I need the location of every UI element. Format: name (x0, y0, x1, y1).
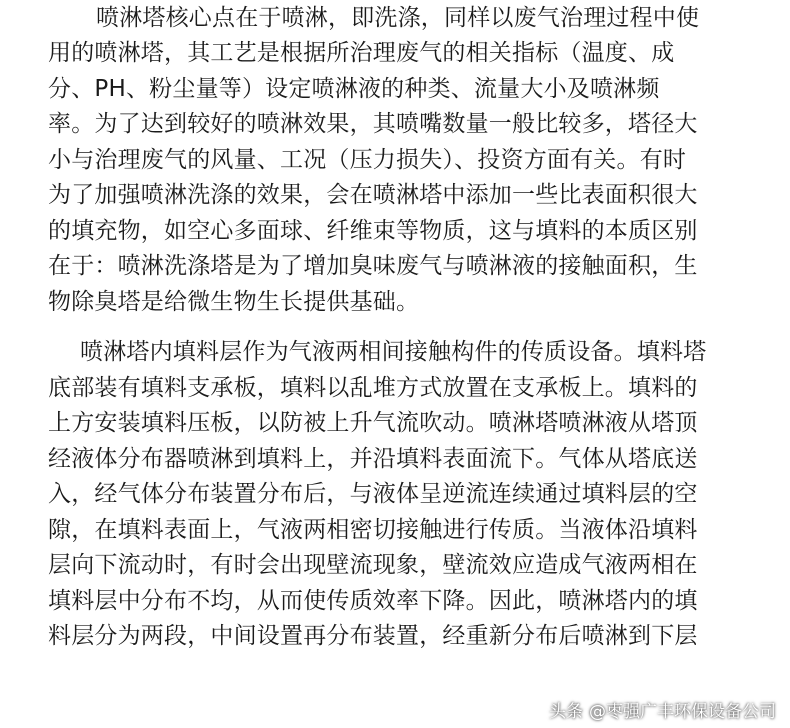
watermark (549, 697, 776, 722)
paragraph-1-line-2: 用的喷淋塔，其工艺是根据所治理废气的相关指标（温度、成 (48, 40, 675, 66)
paragraph-2-line-7: 层向下流动时，有时会出现壁流现象，壁流效应造成气液两相在 (48, 552, 698, 578)
paragraph-2-line-6: 隙，在填料表面上，气液两相密切接触进行传质。当液体沿填料 (48, 517, 698, 543)
paragraph-2-line-8: 填料层中分布不均，从而使传质效率下降。因此，喷淋塔内的填 (48, 588, 698, 614)
paragraph-1-line-5: 小与治理废气的风量、工况（压力损失）、投资方面有关。有时 (48, 147, 687, 173)
paragraph-2-line-1: 喷淋塔内填料层作为气液两相间接触构件的传质设备。填料塔 (80, 339, 707, 365)
paragraph-1-line-8: 在于：喷淋洗涤塔是为了增加臭味废气与喷淋液的接触面积，生 (48, 253, 698, 279)
watermark-handle: @枣强广丰环保设备公司 (589, 702, 776, 722)
paragraph-1-line-3: 分、PH、粉尘量等）设定喷淋液的种类、流量大小及喷淋频 (48, 76, 660, 102)
paragraph-2-line-2: 底部装有填料支承板，填料以乱堆方式放置在支承板上。填料的 (48, 375, 698, 401)
paragraph-2-line-3: 上方安装填料压板，以防被上升气流吹动。喷淋塔喷淋液从塔顶 (48, 410, 698, 436)
paragraph-2-line-9: 料层分为两段，中间设置再分布装置，经重新分布后喷淋到下层 (48, 623, 698, 649)
paragraph-1-line-7: 的填充物，如空心多面球、纤维束等物质，这与填料的本质区别 (48, 218, 698, 244)
paragraph-1-line-1: 喷淋塔核心点在于喷淋，即洗涤，同样以废气治理过程中使 (96, 5, 700, 31)
watermark-brand: 头条 (549, 702, 583, 722)
paragraph-2-line-5: 入，经气体分布装置分布后，与液体呈逆流连续通过填料层的空 (48, 481, 698, 507)
paragraph-1-line-9: 物除臭塔是给微生物生长提供基础。 (48, 289, 420, 315)
paragraph-1-line-6: 为了加强喷淋洗涤的效果，会在喷淋塔中添加一些比表面积很大 (48, 182, 698, 208)
paragraph-1-line-4: 率。为了达到较好的喷淋效果，其喷嘴数量一般比较多，塔径大 (48, 111, 698, 137)
paragraph-2-line-4: 经液体分布器喷淋到填料上，并沿填料表面流下。气体从塔底送 (48, 446, 698, 472)
